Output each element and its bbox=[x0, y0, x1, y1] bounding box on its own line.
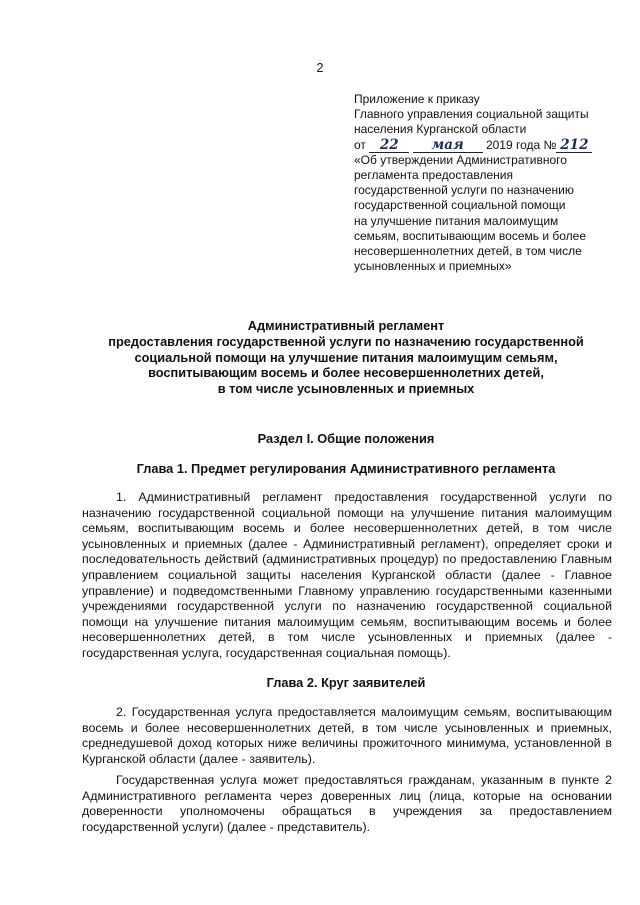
appendix-line-1: Приложение к приказу bbox=[354, 92, 480, 106]
title-line: воспитывающим восемь и более несовершеннолетних детей, bbox=[148, 365, 544, 381]
handwritten-order-number: 212 bbox=[556, 139, 592, 153]
handwritten-day: 22 bbox=[369, 139, 409, 153]
handwritten-month: мая bbox=[413, 139, 483, 153]
appendix-quote-line: семьям, воспитывающим восемь и более bbox=[354, 228, 586, 243]
page-number: 2 bbox=[316, 61, 324, 75]
title-line: Административный регламент bbox=[247, 318, 445, 333]
appendix-line-2: Главного управления социальной защиты bbox=[354, 107, 589, 122]
appendix-quote-line: усыновленных и приемных» bbox=[354, 259, 512, 274]
appendix-quote-line: «Об утверждении Административного bbox=[354, 152, 567, 167]
title-line: в том числе усыновленных и приемных bbox=[217, 381, 475, 397]
section-heading: Раздел I. Общие положения bbox=[257, 431, 435, 446]
paragraph-2: 2. Государственная услуга предоставляется малоимущим семьям, воспитывающим восемь и более несовершеннолетних детей, в том числе усыновленных и приемных, среднедушевой доход которых ниже величины прожиточного минимума, установленной в Курганской области (далее - заявитель). bbox=[82, 705, 612, 766]
chapter-2-heading: Глава 2. Круг заявителей bbox=[266, 675, 426, 690]
appendix-date-line bbox=[354, 138, 624, 153]
appendix-quote-line: несовершеннолетних детей, в том числе bbox=[354, 244, 582, 259]
title-line: социальной помощи на улучшение питания малоимущим семьям, bbox=[134, 349, 558, 365]
document-title bbox=[98, 318, 594, 397]
appendix-quote-line: на улучшение питания малоимущим bbox=[354, 213, 559, 228]
date-year: 2019 года № bbox=[485, 137, 557, 152]
appendix-quote-line: государственной услуги по назначению bbox=[354, 183, 574, 198]
paragraph-3: Государственная услуга может предоставляться гражданам, указанным в пункте 2 Административного регламента через доверенных лиц (лица, которые на основании доверенности уполномочены обращаться в учреждения за предоставлением государственной услуги) (далее - представитель). bbox=[82, 773, 612, 834]
appendix-quote-line: государственной социальной помощи bbox=[354, 198, 566, 213]
date-prefix: от bbox=[354, 137, 366, 152]
appendix-line-3: населения Курганской области bbox=[354, 122, 527, 137]
appendix-quote-line: регламента предоставления bbox=[354, 168, 513, 183]
chapter-1-heading: Глава 1. Предмет регулирования Административного регламента bbox=[136, 461, 556, 476]
appendix-header bbox=[354, 92, 624, 274]
paragraph-1: 1. Административный регламент предоставления государственной услуги по назначению государственной социальной помощи на улучшение питания малоимущим семьям, воспитывающим восемь и более несовершеннолетних детей, в том числе усыновленных и приемных (далее - Административный регламент), определяет сроки и последовательность действий (административных процедур) по предоставлению Главным управлением социальной защиты населения Курганской области (далее - Главное управление) и подведомственными Главному управлению государственными казенными учреждениями государственной услуги по назначению государственной социальной помощи на улучшение питания малоимущим семьям, воспитывающим восемь и более несовершеннолетних детей, в том числе усыновленных и приемных (далее - государственная услуга, государственная социальная помощь). bbox=[82, 490, 612, 660]
title-line: предоставления государственной услуги по назначению государственной bbox=[108, 333, 584, 349]
